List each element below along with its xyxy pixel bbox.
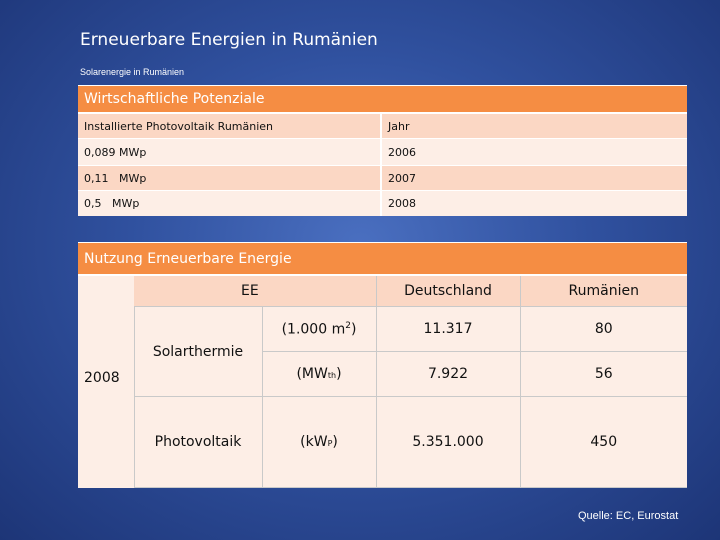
slide-subtitle: Solarenergie in Rumänien <box>80 67 185 77</box>
column-header-romania: Rumänien <box>520 275 687 307</box>
unit-cell <box>262 397 376 488</box>
year-cell: 2007 <box>381 166 687 191</box>
unit-subscript: P <box>327 439 333 448</box>
germany-value: 11.317 <box>376 307 520 352</box>
romania-value: 80 <box>520 307 687 352</box>
unit-superscript: 2 <box>345 320 351 331</box>
unit-tail: ) <box>350 321 357 338</box>
romania-value: 450 <box>520 397 687 488</box>
germany-value: 5.351.000 <box>376 397 520 488</box>
capacity-cell: 0,11 MWp <box>78 166 381 191</box>
column-header-ee <box>134 275 376 307</box>
year-text: 2008 <box>84 369 120 386</box>
potential-table-header-row <box>78 86 687 114</box>
potential-table-header: Wirtschaftliche Potenziale <box>78 86 687 114</box>
table-row <box>78 191 687 217</box>
capacity-cell: 0,5 MWp <box>78 191 381 217</box>
potential-table <box>78 85 687 216</box>
table-row <box>78 139 687 166</box>
column-header-year: Jahr <box>381 113 687 139</box>
usage-table-header: Nutzung Erneuerbare Energie <box>78 243 687 276</box>
table-row <box>78 307 687 352</box>
column-header-germany: Deutschland <box>376 275 520 307</box>
year-label <box>78 275 134 488</box>
usage-table <box>78 242 687 488</box>
unit-cell <box>262 352 376 397</box>
capacity-cell: 0,089 MWp <box>78 139 381 166</box>
year-cell: 2006 <box>381 139 687 166</box>
year-cell: 2008 <box>381 191 687 217</box>
slide-title: Erneuerbare Energien in Rumänien <box>80 30 378 50</box>
germany-value: 7.922 <box>376 352 520 397</box>
unit-subscript: th <box>327 371 337 380</box>
unit-cell <box>262 307 376 352</box>
table-row <box>78 275 687 307</box>
table-row <box>78 166 687 191</box>
source-note: Quelle: EC, Eurostat <box>578 510 679 522</box>
unit-tail: ) <box>336 366 342 382</box>
table-row <box>78 113 687 139</box>
unit-text: (MW <box>296 366 328 382</box>
ee-label: EE <box>241 283 259 299</box>
romania-value: 56 <box>520 352 687 397</box>
unit-text: (1.000 m <box>281 321 346 338</box>
usage-table-header-row <box>78 243 687 276</box>
unit-tail: ) <box>332 434 338 450</box>
photovoltaik-label: Photovoltaik <box>134 397 262 488</box>
unit-text: (kW <box>300 434 328 450</box>
solarthermie-label: Solarthermie <box>134 307 262 397</box>
column-header-capacity: Installierte Photovoltaik Rumänien <box>78 113 381 139</box>
table-row <box>78 397 687 488</box>
